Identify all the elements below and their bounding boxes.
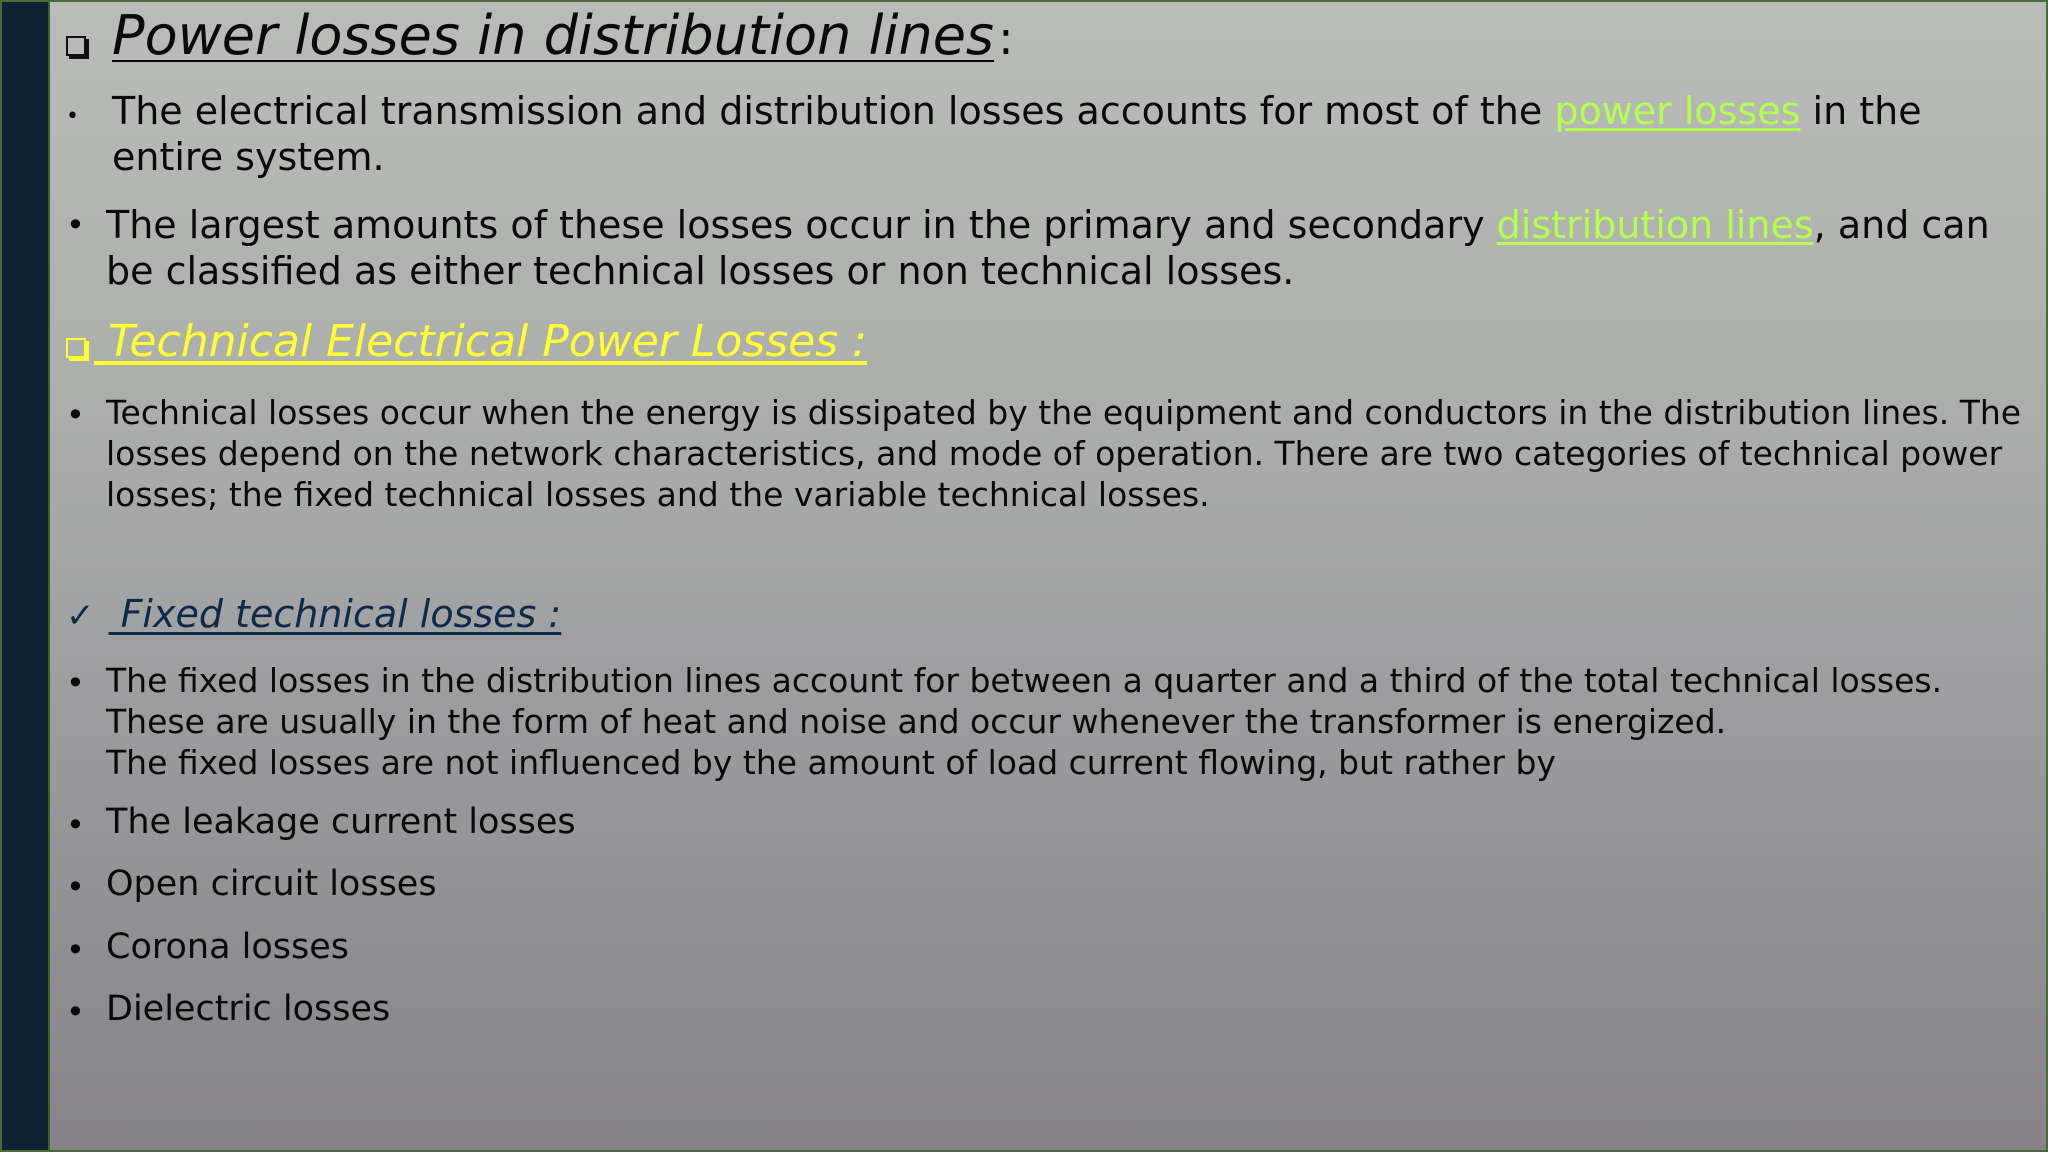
- slide-title-colon: :: [998, 11, 1014, 65]
- bullet-icon: •: [66, 806, 85, 844]
- technical-losses-heading: [66, 316, 867, 367]
- checkmark-icon: ✓: [66, 596, 95, 636]
- fixed-losses-title: Fixed technical losses :: [108, 592, 562, 636]
- technical-losses-title: Technical Electrical Power Losses :: [94, 316, 867, 367]
- list-item: • Corona losses: [66, 927, 2026, 968]
- fixed-losses-heading: [66, 592, 561, 636]
- bullet-icon: •: [66, 868, 85, 906]
- slide-title-row: [66, 4, 1014, 67]
- square-bullet-icon: [66, 36, 86, 56]
- intro-paragraph-1: • The electrical transmission and distribution losses accounts for most of the power losses in the entire system.: [66, 89, 1922, 179]
- fixed-losses-line: These are usually in the form of heat and noise and occur whenever the transformer is energized.: [106, 702, 1727, 741]
- intro-paragraph-2: • The largest amounts of these losses occur in the primary and secondary distribution lines, and can be classified as either technical losses or non technical losses.: [66, 203, 1990, 293]
- square-bullet-icon: [66, 338, 86, 358]
- slide-title: Power losses in distribution lines: [112, 4, 995, 67]
- list-item: • The leakage current losses: [66, 802, 2026, 843]
- fixed-losses-line: The fixed losses in the distribution lines account for between a quarter and a third of the total technical losses.: [106, 661, 1943, 700]
- bullet-icon: •: [66, 396, 85, 434]
- distribution-lines-link[interactable]: distribution lines: [1496, 203, 1814, 247]
- bullet-icon: •: [66, 664, 85, 702]
- list-item: • Dielectric losses: [66, 989, 2026, 1030]
- bullet-icon: •: [66, 993, 85, 1031]
- list-item: • Open circuit losses: [66, 864, 2026, 905]
- left-accent-bar: [2, 2, 50, 1152]
- power-losses-link[interactable]: power losses: [1554, 89, 1801, 133]
- fixed-losses-paragraph: [66, 660, 2026, 783]
- bullet-icon: •: [66, 931, 85, 969]
- fixed-losses-line: The fixed losses are not influenced by the amount of load current flowing, but rather by: [106, 743, 1556, 782]
- bullet-icon: •: [66, 104, 79, 129]
- technical-losses-paragraph: • Technical losses occur when the energy is dissipated by the equipment and conductors in the distribution lines. The losses depend on the network characteristics, and mode of operation. There are two categories of technical power losses; the fixed technical losses and the variable technical losses.: [66, 393, 2022, 514]
- bullet-icon: •: [66, 206, 85, 244]
